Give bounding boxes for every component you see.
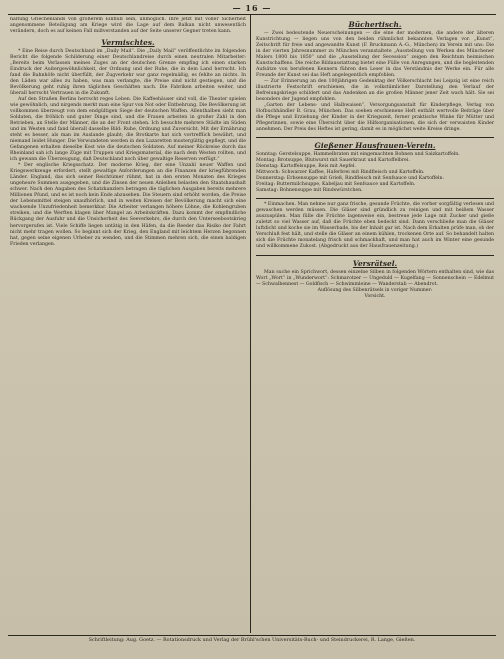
- menu-day: Samstag: Bohnensuppe mit Rindswürstchen.: [256, 188, 363, 194]
- book-review: „Garten der Lebens- und Halbwaisen“, Versorgungsanstalt für Kinderpflege, Verlag von Hofbuchhändler B. Grau, München. Das soeben erschienene Heft enthält wertvolle Beiträge über die Pflege und Erziehung der Kinder in der Kriegszeit, ferner praktische Winke für Mütter und Pflegerinnen, sowie eine Übersicht über die Hilfsorganisationen, die sich der verwaisten Kinder annehmen. Der Preis des Heftes ist gering, damit es in möglichst weite Kreise dringe.: [256, 103, 494, 133]
- section-heading-versraetsel: Versrätsel.: [352, 258, 398, 268]
- intro-paragraph: haltung Griechenlands von größerem Einfluß sein, unmöglich. Ihre jetzt mit voller Sicherheit angenommene Beteiligung am Kriege wird die Lage auf dem Balkan nicht unwesentlich verändern, doch es auf keinen Fall mißverstanden auf der Seite unserer Gegner treten kann.: [10, 17, 246, 35]
- einmachen-paragraph: * Einmachen. Man nehme nur ganz frische, gesunde Früchte, die vorher sorgfältig verlesen und gewaschen werden müssen. Die Gläser sind gründlich zu reinigen und mit heißem Wasser auszuspülen. Man fülle die Früchte lagenweise ein, bestreue jede Lage mit Zucker und gieße zuletzt so viel Wasser auf, daß die Früchte eben bedeckt sind. Dann verschließe man die Gläser luftdicht und koche sie im Wasserbade, bis der Inhalt gar ist. Nach dem Erkalten prüfe man, ob der Verschluß fest hält, und stelle die Gläser an einem kühlen, trockenen Orte auf. So behandelt halten sich die Früchte monatelang frisch und schmackhaft, und man hat auch im Winter eine gesunde und willkommene Zukost. (Abgedruckt aus der Hausfrauenzeitung.): [256, 202, 494, 250]
- book-review: — Zwei bedeutende Neuerscheinungen — die eine der modernen, die andere der älteren Kunstrichtung — liegen uns von den beiden rühmlichst bekannten Verlagen vor. „Kunst“, Zeitschrift für freie und angewandte Kunst (F. Bruckmann A.-G., München) im Verein mit uns: Die in der vierten Jahresnummer zu München veranstaltete „Ausstellung von Werken des Münchener Malers 1800 bis 1850“ und die „Ausstellung der Secession“ zeigen den Reichtum heimischen Kunstschaffens. Die reiche Bildausstattung bietet eine Fülle von Anregungen, und die begleitenden Aufsätze von berufenen Kennern führen den Leser in das Verständnis der Werke ein. Für alle Freunde der Kunst sei das Heft angelegentlich empfohlen.: [256, 31, 494, 79]
- left-column: [10, 17, 246, 629]
- puzzle-solution-label: Auflösung des Silbenrätsels in voriger Nummer:: [317, 287, 433, 293]
- section-heading-hausfrauen-verein: Gießener Hausfrauen-Verein.: [314, 141, 436, 151]
- section-divider: [256, 198, 494, 199]
- page-number: — 16 —: [232, 3, 272, 13]
- section-divider: [256, 137, 494, 138]
- section-heading-vermischtes: Vermischtes.: [101, 38, 155, 48]
- section-divider: [256, 255, 494, 256]
- book-review: — Zur Erinnerung an den 100jährigen Gedenktag der Völkerschlacht bei Leipzig ist eine reich illustrierte Festschrift erschienen, die in volkstümlicher Darstellung den Verlauf der Befreiungskriege schildert und das Andenken an die großen Männer jener Zeit wach hält. Sie sei besonders der Jugend empfohlen.: [256, 79, 494, 103]
- article-paragraph: * Eine Reise durch Deutschland im „Daily Mail“. Die „Daily Mail“ veröffentlichte im folgenden Bericht die folgende Schilderung einer Deutschlandreise durch einen neutralen Mitarbeiter: „Bereits beim Verlassen meines Zuges an der deutschen Grenze empfing ich einen starken Eindruck der Außergewöhnlichkeit, der Ordnung und der Ruhe, die in dem Land herrscht. Ich fand die Bahnhöfe nicht überfüllt, der Zugverkehr war ganz regelmäßig, es fehlte an nichts. In den Läden war alles zu haben, was man verlangte, die Preise sind nicht gestiegen, und die Bevölkerung geht ruhig ihren täglichen Geschäften nach. Die Fabriken arbeiten weiter, und überall herrscht Vertrauen in die Zukunft.: [10, 49, 246, 97]
- section-heading-buechertisch: Büchertisch.: [348, 20, 402, 29]
- menu-day: Freitag: Buttermilchsuppe, Kabeljau mit Senfsauce und Kartoffeln.: [256, 182, 416, 188]
- puzzle-solution-answer: Vorsicht.: [364, 293, 386, 299]
- menu-day: Sonntag: Gerstelsuppe, Hammelbraten mit eingemachten Bohnen und Salzkartoffeln.: [256, 152, 460, 158]
- article-paragraph: * Der englische Kriegsschatz. Der moderne Krieg, der eine Unzahl neuer Waffen und Kriegswerkzeuge erfordert, stellt gewaltige Anforderungen an die Finanzen der kriegführenden Länder. England, das sich seiner Reichtümer rühmt, hat in den ersten Monaten des Krieges ungeheure Summen ausgegeben, und die Zinsen der neuen Anleihen belasten den Staatshaushalt schwer. Nach den Angaben des Schatzkanzlers betragen die täglichen Ausgaben bereits mehrere Millionen Pfund, und es ist noch kein Ende abzusehen. Die Steuern sind erhöht worden, die Preise der Lebensmittel steigen unaufhörlich, und in weiten Kreisen der Bevölkerung macht sich eine wachsende Unzufriedenheit bemerkbar. Die Arbeiter verlangen höhere Löhne, die Kohlengruben streiken, und die Werften klagen über Mangel an Arbeitskräften. Dazu kommt der empfindliche Rückgang der Ausfuhr und die Unsicherheit des Seeverkehrs, die durch den Unterseebootskrieg hervorgerufen ist. Viele Schiffe liegen untätig in den Häfen, da die Reeder das Risiko der Fahrt nicht mehr tragen wollen. So beginnt sich der Krieg, den England mit leichtem Herzen begonnen hat, gegen seine eigenen Urheber zu wenden, und die Stimmen mehren sich, die einen baldigen Frieden verlangen.: [10, 163, 246, 247]
- column-divider: [250, 15, 251, 633]
- menu-day: Dienstag: Kartoffelsuppe, Reis mit Aepfel.: [256, 164, 356, 170]
- right-column: [256, 17, 494, 629]
- top-rule: [8, 14, 496, 15]
- menu-day: Donnerstag: Erbsensuppe mit Grieß, Rindfleisch mit Senfsauce und Kartoffeln.: [256, 176, 445, 182]
- menu-day: Montag: Brotsuppe, Blutwurst mit Sauerkraut und Kartoffelbrei.: [256, 158, 410, 164]
- menu-day: Mittwoch: Schwarzer Kaffee, Haferbrei mit Rindfleisch und Kartoffeln.: [256, 170, 425, 176]
- puzzle-text: Man suche ein Sprichwort, dessen einzelne Silben in folgenden Wörtern enthalten sind, wie das Wort „Wort“ in „Wunderwort“: Schmarotzer — Ungeduld — Kugelfang — Sonnenschein — Edelmut — Schwalbennest — Goldfisch — Schwimmleine — Wanderstab — Abendrot.: [256, 269, 494, 287]
- imprint-footer: Schriftleitung: Aug. Goetz. — Rotationsdruck und Verlag der Brühl'schen Universitäts-Buch- und Steindruckerei, R. Lange, Gießen.: [8, 635, 496, 645]
- article-paragraph: Auf den Straßen Berlins herrscht reges Leben. Die Kaffeehäuser sind voll, die Theater spielen wie gewöhnlich, und nirgends merkt man eine Spur von Not oder Entbehrung. Die Bevölkerung ist vollkommen überzeugt von dem endgültigen Siege der deutschen Waffen. Allenthalben sieht man Soldaten, die fröhlich und guter Dinge sind, und die Frauen arbeiten in großer Zahl in den Betrieben, an Stelle der Männer, die an der Front stehen. Ich besuchte mehrere Städte im Süden und im Westen und fand überall dasselbe Bild: Ruhe, Ordnung und Zuversicht. Mit der Ernährung steht es besser, als man im Auslande glaubt; die Brotkarte hat sich vortrefflich bewährt, und niemand leidet Hunger. Die Verwundeten werden in den Lazaretten mustergültig gepflegt, und die Gefangenen erhalten dieselbe Kost wie die deutschen Soldaten. Auf meiner Rückreise durch das Rheinland sah ich lange Züge mit Truppen und Kriegsmaterial, die nach dem Westen rollten, und ich gewann die Überzeugung, daß Deutschland noch über gewaltige Reserven verfügt.“: [10, 97, 246, 163]
